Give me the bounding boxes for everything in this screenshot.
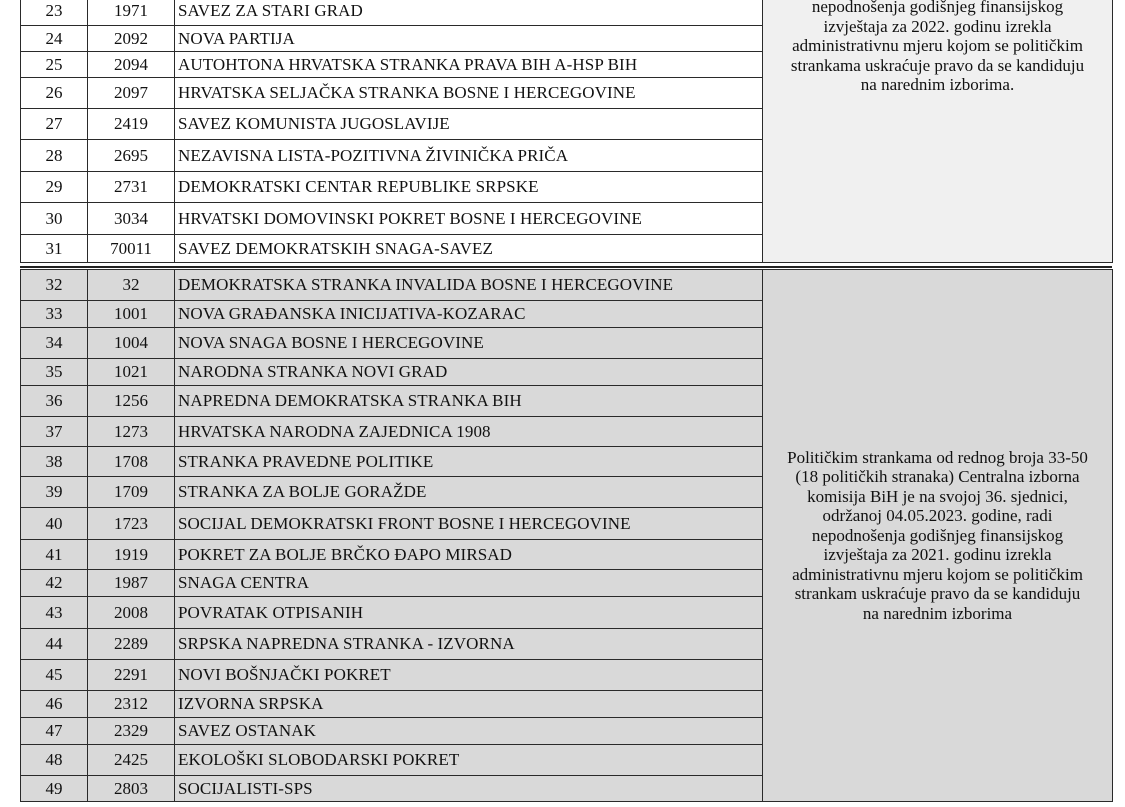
note-line: Političkim strankama od rednog broja 33-50 [787, 447, 1088, 467]
row-number: 35 [21, 359, 88, 386]
row-number: 40 [21, 508, 88, 540]
party-name: HRVATSKA NARODNA ZAJEDNICA 1908 [175, 417, 763, 447]
party-id: 2289 [88, 629, 175, 660]
party-name: SRPSKA NAPREDNA STRANKA - IZVORNA [175, 629, 763, 660]
row-number: 36 [21, 386, 88, 417]
row-number: 49 [21, 776, 88, 802]
party-id: 2419 [88, 109, 175, 140]
row-number: 23 [21, 0, 88, 26]
row-number: 25 [21, 52, 88, 78]
row-number: 28 [21, 140, 88, 172]
row-number: 34 [21, 328, 88, 359]
note-line: izvještaja za 2022. godinu izrekla [823, 16, 1052, 36]
party-id: 1001 [88, 301, 175, 328]
party-id: 2097 [88, 78, 175, 109]
row-number: 41 [21, 540, 88, 570]
row-number: 45 [21, 660, 88, 691]
party-name: POVRATAK OTPISANIH [175, 597, 763, 629]
row-number: 47 [21, 718, 88, 745]
note-line: (18 političkih stranaka) Centralna izborna [795, 467, 1080, 487]
party-name: SAVEZ OSTANAK [175, 718, 763, 745]
party-id: 1987 [88, 570, 175, 597]
party-id: 2094 [88, 52, 175, 78]
note-line: nepodnošenja godišnjeg finansijskog [811, 0, 1064, 16]
note-line: komisija BiH je na svojoj 36. sjednici, [807, 486, 1068, 506]
party-name: SAVEZ DEMOKRATSKIH SNAGA-SAVEZ [175, 235, 763, 263]
party-name: SOCIJAL DEMOKRATSKI FRONT BOSNE I HERCEGOVINE [175, 508, 763, 540]
party-id: 2312 [88, 691, 175, 718]
row-number: 38 [21, 447, 88, 477]
party-name: NOVI BOŠNJAČKI POKRET [175, 660, 763, 691]
party-id: 3034 [88, 203, 175, 235]
table-row [21, 0, 1113, 26]
row-number: 29 [21, 172, 88, 203]
party-name: NAPREDNA DEMOKRATSKA STRANKA BIH [175, 386, 763, 417]
row-number: 37 [21, 417, 88, 447]
row-number: 43 [21, 597, 88, 629]
note-line: održanoj 04.05.2023. godine, radi [822, 506, 1053, 526]
party-id: 2329 [88, 718, 175, 745]
party-name: SAVEZ KOMUNISTA JUGOSLAVIJE [175, 109, 763, 140]
note-line: administrativnu mjeru kojom se političkim [792, 564, 1083, 584]
row-number: 31 [21, 235, 88, 263]
party-name: NOVA GRAĐANSKA INICIJATIVA-KOZARAC [175, 301, 763, 328]
party-table-group-1 [20, 0, 1113, 263]
party-name: IZVORNA SRPSKA [175, 691, 763, 718]
party-name: STRANKA ZA BOLJE GORAŽDE [175, 477, 763, 508]
sanction-note-2021 [763, 270, 1113, 802]
party-id: 1273 [88, 417, 175, 447]
row-number: 32 [21, 270, 88, 301]
party-name: NOVA PARTIJA [175, 26, 763, 52]
party-name: HRVATSKI DOMOVINSKI POKRET BOSNE I HERCEGOVINE [175, 203, 763, 235]
row-number: 39 [21, 477, 88, 508]
note-line: nepodnošenja godišnjeg finansijskog [811, 525, 1064, 545]
party-id: 1004 [88, 328, 175, 359]
party-name: NEZAVISNA LISTA-POZITIVNA ŽIVINIČKA PRIČA [175, 140, 763, 172]
party-name: SNAGA CENTRA [175, 570, 763, 597]
party-id: 2425 [88, 745, 175, 776]
note-line: na narednim izborima [862, 603, 1013, 623]
party-table-group-2 [20, 269, 1113, 802]
row-number: 24 [21, 26, 88, 52]
row-number: 44 [21, 629, 88, 660]
row-number: 48 [21, 745, 88, 776]
party-id: 2291 [88, 660, 175, 691]
table-row [21, 270, 1113, 301]
row-number: 46 [21, 691, 88, 718]
party-id: 1919 [88, 540, 175, 570]
party-name: STRANKA PRAVEDNE POLITIKE [175, 447, 763, 477]
party-name: SOCIJALISTI-SPS [175, 776, 763, 802]
party-id: 1709 [88, 477, 175, 508]
group-separator [20, 266, 1112, 268]
party-id: 1723 [88, 508, 175, 540]
note-line: strankam uskraćuje pravo da se kandiduju [794, 584, 1081, 604]
party-id: 2803 [88, 776, 175, 802]
party-name: POKRET ZA BOLJE BRČKO ĐAPO MIRSAD [175, 540, 763, 570]
party-name: NOVA SNAGA BOSNE I HERCEGOVINE [175, 328, 763, 359]
row-number: 27 [21, 109, 88, 140]
row-number: 42 [21, 570, 88, 597]
note-line: izvještaja za 2021. godinu izrekla [823, 545, 1052, 565]
party-id: 70011 [88, 235, 175, 263]
party-id: 2008 [88, 597, 175, 629]
party-id: 1256 [88, 386, 175, 417]
party-id: 2731 [88, 172, 175, 203]
party-name: DEMOKRATSKA STRANKA INVALIDA BOSNE I HERCEGOVINE [175, 270, 763, 301]
party-name: HRVATSKA SELJAČKA STRANKA BOSNE I HERCEGOVINE [175, 78, 763, 109]
note-line: strankama uskraćuje pravo da se kandiduju [790, 55, 1085, 75]
party-name: EKOLOŠKI SLOBODARSKI POKRET [175, 745, 763, 776]
sanction-note-2022 [763, 0, 1113, 263]
row-number: 26 [21, 78, 88, 109]
party-name: NARODNA STRANKA NOVI GRAD [175, 359, 763, 386]
party-id: 2092 [88, 26, 175, 52]
row-number: 30 [21, 203, 88, 235]
party-name: SAVEZ ZA STARI GRAD [175, 0, 763, 26]
row-number: 33 [21, 301, 88, 328]
party-id: 1021 [88, 359, 175, 386]
note-line: na narednim izborima. [860, 75, 1015, 95]
party-id: 1708 [88, 447, 175, 477]
party-id: 2695 [88, 140, 175, 172]
party-name: AUTOHTONA HRVATSKA STRANKA PRAVA BIH A-HSP BIH [175, 52, 763, 78]
party-name: DEMOKRATSKI CENTAR REPUBLIKE SRPSKE [175, 172, 763, 203]
party-id: 1971 [88, 0, 175, 26]
note-line: administrativnu mjeru kojom se političkim [792, 36, 1083, 56]
party-id: 32 [88, 270, 175, 301]
